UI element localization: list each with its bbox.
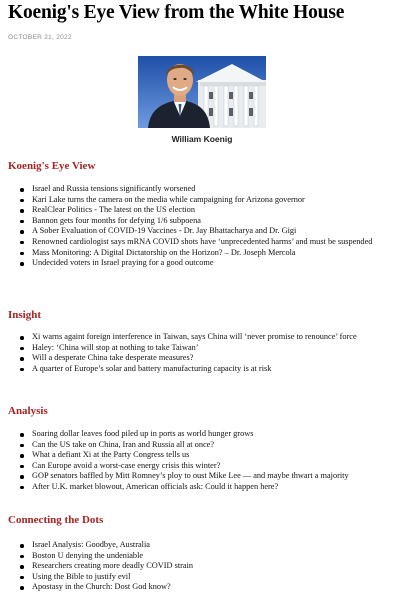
section-title: Analysis xyxy=(8,405,48,417)
list-item xyxy=(8,582,402,593)
article-link[interactable]: Undecided voters in Israel praying for a good outcome xyxy=(32,258,214,268)
article-link[interactable]: A quarter of Europe’s solar and battery manufacturing capacity is at risk xyxy=(32,363,272,373)
bullet-icon xyxy=(20,230,24,234)
list-item xyxy=(8,353,402,364)
bullet-icon xyxy=(20,544,24,548)
photo-caption: William Koenig xyxy=(171,134,233,144)
list-item xyxy=(8,461,402,472)
list-item xyxy=(8,226,402,237)
article-link[interactable]: Soaring dollar leaves food piled up in ports as world hunger grows xyxy=(32,429,254,438)
article-link[interactable]: GOP senators baffled by Mitt Romney’s ploy to oust Mike Lee — and maybe thwart a majority xyxy=(32,471,349,481)
bullet-icon xyxy=(20,220,24,224)
bullet-icon xyxy=(20,576,24,580)
bullet-icon xyxy=(20,465,24,469)
article-link[interactable]: Renowned cardiologist says mRNA COVID shots have ‘unprecedented harms’ and must be suspended xyxy=(32,236,373,246)
article-link[interactable]: Bannon gets four months for defying 1/6 subpoena xyxy=(32,215,201,225)
bullet-icon xyxy=(20,368,24,372)
bullet-icon xyxy=(20,433,24,437)
article-list xyxy=(8,184,402,269)
section-title: Connecting the Dots xyxy=(8,514,104,526)
list-item xyxy=(8,540,402,551)
bullet-icon xyxy=(20,454,24,458)
bullet-icon xyxy=(20,209,24,213)
bullet-icon xyxy=(20,555,24,559)
author-photo xyxy=(138,56,266,128)
list-item xyxy=(8,471,402,482)
portrait-white-house-photo-icon xyxy=(138,56,266,128)
bullet-icon xyxy=(20,336,24,340)
list-item xyxy=(8,482,402,493)
list-item xyxy=(8,561,402,572)
bullet-icon xyxy=(20,444,24,448)
section-insight xyxy=(8,309,402,374)
bullet-icon xyxy=(20,199,24,203)
list-item xyxy=(8,440,402,451)
list-item xyxy=(8,343,402,354)
list-item xyxy=(8,248,402,259)
article-link[interactable]: Will a desperate China take desperate measures? xyxy=(32,353,194,363)
bullet-icon xyxy=(20,357,24,361)
article-link[interactable]: Xi warns againt foreign interference in Taiwan, says China will ‘never promise to renounce’ force xyxy=(32,332,357,341)
section-title: Koenig's Eye View xyxy=(8,160,96,172)
article-link[interactable]: Can Europe avoid a worst-case energy crisis this winter? xyxy=(32,460,221,470)
article-link[interactable]: What a defiant Xi at the Party Congress tells us xyxy=(32,450,190,460)
list-item xyxy=(8,572,402,583)
list-item xyxy=(8,332,402,343)
section-title: Insight xyxy=(8,309,42,321)
list-item xyxy=(8,429,402,440)
section-connecting-the-dots xyxy=(8,514,402,593)
article-link[interactable]: Using the Bible to justify evil xyxy=(32,571,131,581)
page-title: Koenig's Eye View from the White House xyxy=(8,2,345,23)
article-link[interactable]: Researchers creating more deadly COVID strain xyxy=(32,561,194,571)
list-item xyxy=(8,551,402,562)
bullet-icon xyxy=(20,241,24,245)
bullet-icon xyxy=(20,262,24,266)
article-link[interactable]: Can the US take on China, Iran and Russia all at once? xyxy=(32,439,215,449)
section-analysis xyxy=(8,405,402,493)
list-item xyxy=(8,450,402,461)
article-link[interactable]: Israel Analysis: Goodbye, Australia xyxy=(32,540,150,549)
article-link[interactable]: A Sober Evaluation of COVID-19 Vaccines - Dr. Jay Bhattacharya and Dr. Gigi xyxy=(32,226,297,236)
article-link[interactable]: Apostasy in the Church: Dost God know? xyxy=(32,582,171,592)
list-item xyxy=(8,195,402,206)
article-link[interactable]: Mass Monitoring: A Digital Dictatorship on the Horizon? – Dr. Joseph Mercola xyxy=(32,247,296,257)
bullet-icon xyxy=(20,475,24,479)
list-item xyxy=(8,237,402,248)
article-list xyxy=(8,540,402,593)
bullet-icon xyxy=(20,252,24,256)
bullet-icon xyxy=(20,486,24,490)
article-link[interactable]: RealClear Politics - The latest on the US election xyxy=(32,205,195,215)
article-link[interactable]: Kari Lake turns the camera on the media while campaigning for Arizona governor xyxy=(32,194,305,204)
post-date: OCTOBER 21, 2022 xyxy=(8,34,72,41)
article-link[interactable]: After U.K. market blowout, American officials ask: Could it happen here? xyxy=(32,481,279,491)
article-link[interactable]: Haley: ‘China will stop at nothing to take Taiwan’ xyxy=(32,342,199,352)
bullet-icon xyxy=(20,565,24,569)
list-item xyxy=(8,205,402,216)
list-item xyxy=(8,258,402,269)
list-item xyxy=(8,184,402,195)
bullet-icon xyxy=(20,188,24,192)
article-link[interactable]: Israel and Russia tensions significantly worsened xyxy=(32,184,196,193)
bullet-icon xyxy=(20,586,24,590)
list-item xyxy=(8,364,402,375)
article-link[interactable]: Boston U denying the undeniable xyxy=(32,550,144,560)
list-item xyxy=(8,216,402,227)
article-list xyxy=(8,332,402,374)
bullet-icon xyxy=(20,347,24,351)
section-koenigs-eye-view xyxy=(8,160,402,269)
article-list xyxy=(8,429,402,493)
